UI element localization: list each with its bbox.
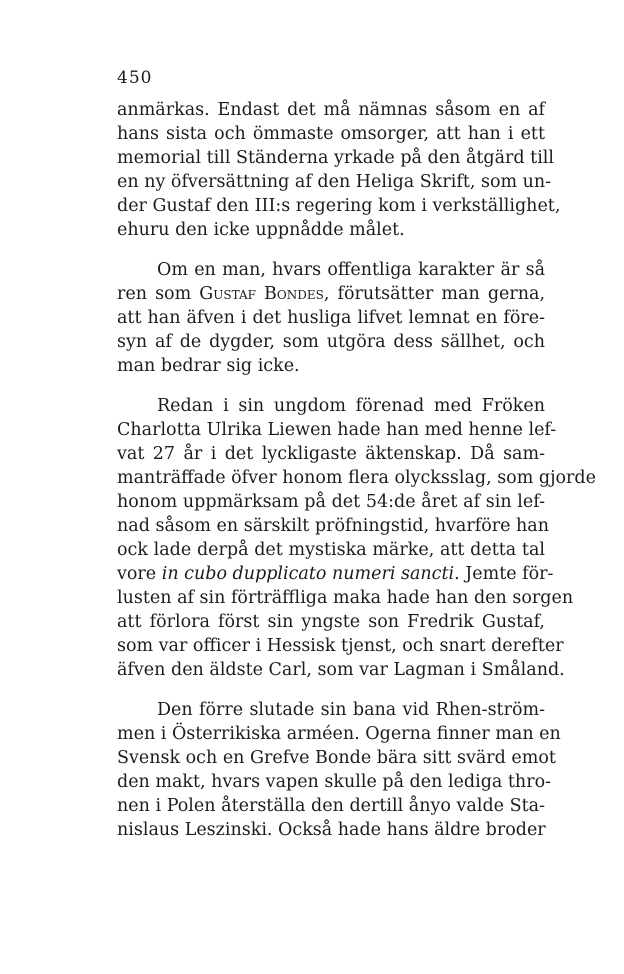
text-run: Jemte för- — [465, 564, 554, 584]
text-line: den makt, hvars vapen skulle på den lediga thro- — [117, 772, 552, 792]
text-line: en ny öfversättning af den Heliga Skrift, som un- — [117, 172, 552, 192]
paragraph-2 — [117, 258, 545, 378]
text-line-mixed — [117, 562, 554, 586]
text-line: manträffade öfver honom flera olycksslag, som gjorde — [117, 468, 596, 488]
text-line: der Gustaf den III:s regering kom i verkställighet, — [117, 196, 561, 216]
text-line: Svensk och en Grefve Bonde bära sitt svärd emot — [117, 748, 556, 768]
page-number: 450 — [117, 68, 153, 88]
paragraph-1 — [117, 98, 561, 242]
book-page — [117, 66, 596, 858]
text-line: Om en man, hvars offentliga karakter är så — [157, 260, 545, 280]
text-run: , förutsätter man gerna, — [323, 284, 546, 304]
paragraph-3 — [117, 394, 596, 682]
text-run: ren som — [117, 284, 192, 304]
text-line: Den förre slutade sin bana vid Rhen-ström- — [157, 700, 545, 720]
text-line: ehuru den icke uppnådde målet. — [117, 220, 405, 240]
latin-phrase-italic: in cubo dupplicato numeri sancti. — [161, 564, 460, 584]
text-run: vore — [117, 564, 157, 584]
text-line: äfven den äldste Carl, som var Lagman i Småland. — [117, 660, 565, 680]
text-line: att han äfven i det husliga lifvet lemnat en före- — [117, 308, 545, 328]
text-line: att förlora först sin yngste son Fredrik Gustaf, — [117, 612, 545, 632]
text-line: nen i Polen återställa den dertill ånyo valde Sta- — [117, 796, 545, 816]
text-line: man bedrar sig icke. — [117, 356, 300, 376]
text-line: Redan i sin ungdom förenad med Fröken — [157, 396, 545, 416]
text-line: men i Österrikiska arméen. Ogerna finner man en — [117, 724, 561, 744]
text-line: nad såsom en särskilt pröfningstid, hvarföre han — [117, 516, 549, 536]
text-line: som var officer i Hessisk tjenst, och snart derefter — [117, 636, 564, 656]
text-line: lusten af sin förträffliga maka hade han den sorgen — [117, 588, 574, 608]
person-name-smallcaps: Gustaf Bondes — [199, 284, 324, 304]
text-line: nislaus Leszinski. Också hade hans äldre broder — [117, 820, 546, 840]
text-line: syn af de dygder, som utgöra dess sällhet, och — [117, 332, 545, 352]
text-line: honom uppmärksam på det 54:de året af sin lef- — [117, 492, 545, 512]
text-line: anmärkas. Endast det må nämnas såsom en af — [117, 100, 545, 120]
text-line: Charlotta Ulrika Liewen hade han med henne lef- — [117, 420, 557, 440]
text-line: memorial till Ständerna yrkade på den åtgärd till — [117, 148, 554, 168]
text-line: hans sista och ömmaste omsorger, att han i ett — [117, 124, 545, 144]
text-line: vat 27 år i det lyckligaste äktenskap. Då sam- — [117, 444, 545, 464]
text-line-mixed — [117, 282, 545, 306]
text-line: ock lade derpå det mystiska märke, att detta tal — [117, 540, 545, 560]
paragraph-4 — [117, 698, 561, 842]
